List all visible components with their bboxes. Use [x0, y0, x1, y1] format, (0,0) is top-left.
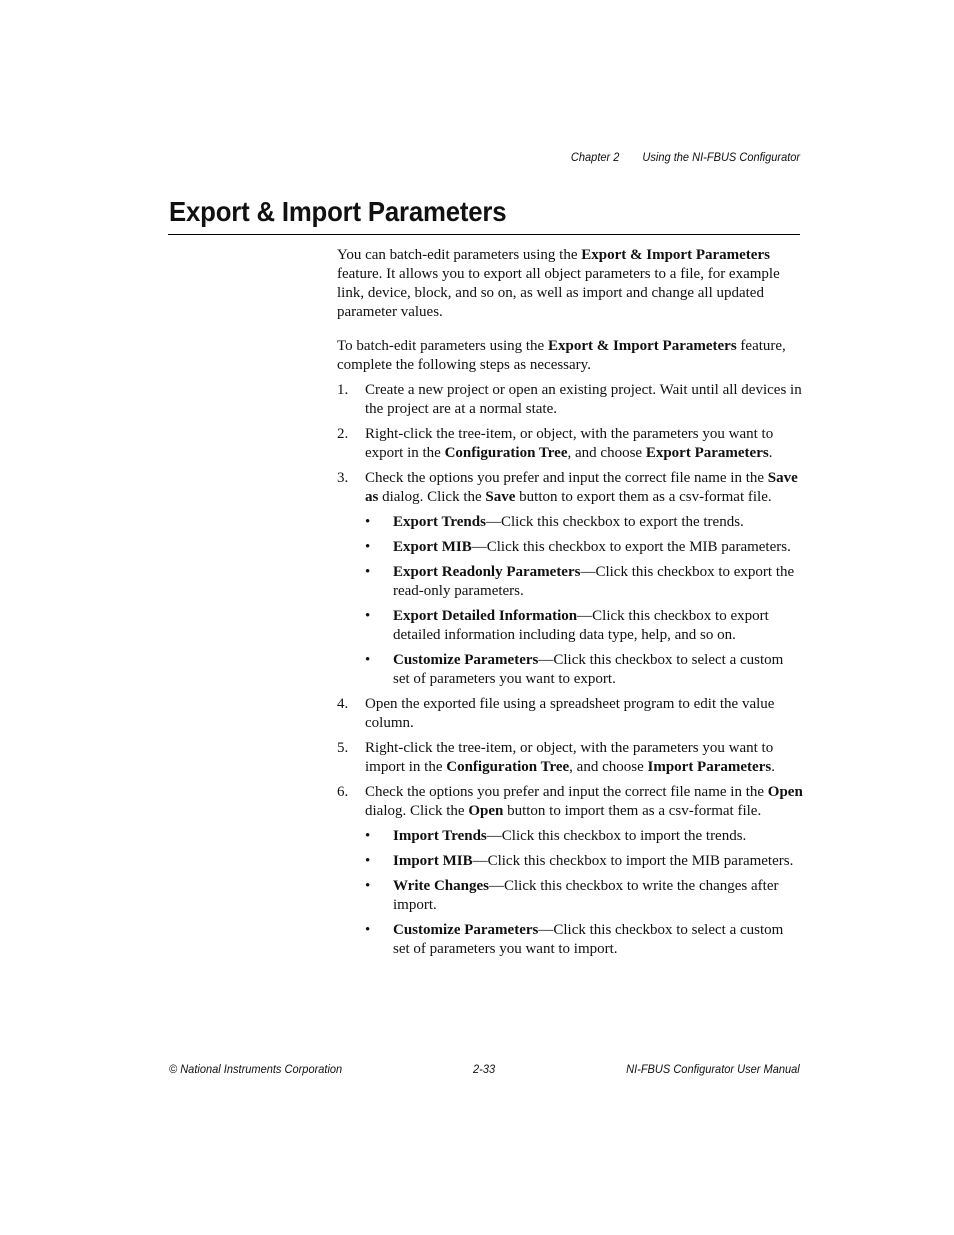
- text-run: —Click this checkbox to export the trends.: [485, 514, 744, 530]
- page-title: Export & Import Parameters: [169, 196, 507, 227]
- text-run: , and choose: [569, 759, 648, 775]
- bold-run: Import Trends: [393, 828, 487, 844]
- text-run: To batch-edit parameters using the: [337, 338, 548, 354]
- text-run: Right-click the tree-item, or object, with the parameters you want to import in the: [365, 740, 774, 775]
- bold-run: Save: [485, 489, 516, 505]
- bold-run: Export Readonly Parameters: [393, 564, 581, 580]
- bullet-icon: •: [365, 652, 371, 668]
- text-run: Check the options you prefer and input the correct file name in the: [365, 784, 768, 800]
- bold-run: Customize Parameters: [393, 922, 539, 938]
- bold-run: Write Changes: [393, 878, 489, 894]
- step-5: [337, 739, 803, 777]
- footer-copyright: © National Instruments Corporation: [169, 1062, 343, 1076]
- list-item: [365, 877, 803, 915]
- text-run: .: [768, 445, 773, 461]
- bullet-icon: •: [365, 608, 371, 624]
- step-number: 6.: [337, 784, 349, 800]
- list-item: [365, 827, 803, 846]
- bold-run: Export & Import Parameters: [547, 338, 737, 354]
- text-run: Check the options you prefer and input the correct file name in the: [365, 470, 768, 486]
- text-run: button to import them as a csv-format file.: [503, 803, 762, 819]
- header-chapter: Chapter 2: [570, 150, 620, 164]
- bold-run: Export Detailed Information: [393, 608, 578, 624]
- bold-run: Save as: [365, 470, 798, 505]
- bullet-icon: •: [365, 539, 371, 555]
- import-options-list: [365, 827, 803, 959]
- step-1: [337, 381, 803, 419]
- text-run: Right-click the tree-item, or object, with the parameters you want to export in the: [365, 426, 774, 461]
- step-number: 4.: [337, 696, 349, 712]
- text-run: button to export them as a csv-format file.: [515, 489, 772, 505]
- bold-run: Open: [468, 803, 504, 819]
- text-run: Create a new project or open an existing project. Wait until all devices in the project are at a normal state.: [365, 382, 802, 417]
- text-run: —Click this checkbox to export detailed information including data type, help, and so on.: [393, 608, 769, 643]
- bullet-icon: •: [365, 922, 371, 938]
- header-section: Using the NI-FBUS Configurator: [642, 150, 800, 164]
- bold-run: Configuration Tree: [444, 445, 568, 461]
- text-run: —Click this checkbox to import the trends.: [486, 828, 747, 844]
- text-run: —Click this checkbox to export the MIB parameters.: [471, 539, 791, 555]
- bold-run: Import Parameters: [647, 759, 772, 775]
- step-number: 2.: [337, 426, 349, 442]
- bullet-icon: •: [365, 564, 371, 580]
- export-options-list: [365, 513, 803, 689]
- intro-paragraph-2: [337, 337, 803, 375]
- text-run: .: [771, 759, 775, 775]
- step-number: 3.: [337, 470, 349, 486]
- footer-manual-title: NI-FBUS Configurator User Manual: [626, 1062, 800, 1076]
- bullet-icon: •: [365, 828, 371, 844]
- bullet-icon: •: [365, 853, 371, 869]
- step-number: 5.: [337, 740, 349, 756]
- list-item: [365, 513, 803, 532]
- text-run: —Click this checkbox to import the MIB parameters.: [472, 853, 794, 869]
- text-run: —Click this checkbox to select a custom set of parameters you want to import.: [393, 922, 784, 957]
- bold-run: Configuration Tree: [446, 759, 570, 775]
- step-4: [337, 695, 803, 733]
- text-run: dialog. Click the: [365, 803, 469, 819]
- bold-run: Import MIB: [393, 853, 473, 869]
- intro-paragraph-1: [337, 246, 803, 322]
- bold-run: Export Parameters: [645, 445, 769, 461]
- list-item: [365, 607, 803, 645]
- list-item: [365, 651, 803, 689]
- bold-run: Export MIB: [393, 539, 472, 555]
- running-header: [571, 150, 800, 164]
- body-text: [337, 246, 803, 965]
- bold-run: Open: [767, 784, 803, 800]
- bold-run: Export & Import Parameters: [581, 247, 770, 263]
- footer-page-number: 2-33: [473, 1062, 496, 1076]
- bullet-icon: •: [365, 514, 371, 530]
- steps-list: [337, 381, 803, 959]
- text-run: , and choose: [567, 445, 646, 461]
- text-run: feature. It allows you to export all object parameters to a file, for example link, device, block, and so on, as well as import and change all updated parameter values.: [337, 266, 780, 320]
- bold-run: Export Trends: [393, 514, 486, 530]
- list-item: [365, 921, 803, 959]
- step-2: [337, 425, 803, 463]
- title-rule: [168, 234, 800, 235]
- text-run: feature, complete the following steps as necessary.: [337, 338, 786, 373]
- list-item: [365, 852, 803, 871]
- text-run: You can batch-edit parameters using the: [337, 247, 582, 263]
- text-run: —Click this checkbox to select a custom set of parameters you want to export.: [393, 652, 784, 687]
- bold-run: Customize Parameters: [393, 652, 539, 668]
- step-3: [337, 469, 803, 689]
- bullet-icon: •: [365, 878, 371, 894]
- list-item: [365, 538, 803, 557]
- text-run: dialog. Click the: [378, 489, 486, 505]
- step-6: [337, 783, 803, 959]
- step-number: 1.: [337, 382, 349, 398]
- text-run: —Click this checkbox to export the read-only parameters.: [393, 564, 795, 599]
- list-item: [365, 563, 803, 601]
- text-run: Open the exported file using a spreadsheet program to edit the value column.: [365, 696, 775, 731]
- text-run: —Click this checkbox to write the changes after import.: [393, 878, 779, 913]
